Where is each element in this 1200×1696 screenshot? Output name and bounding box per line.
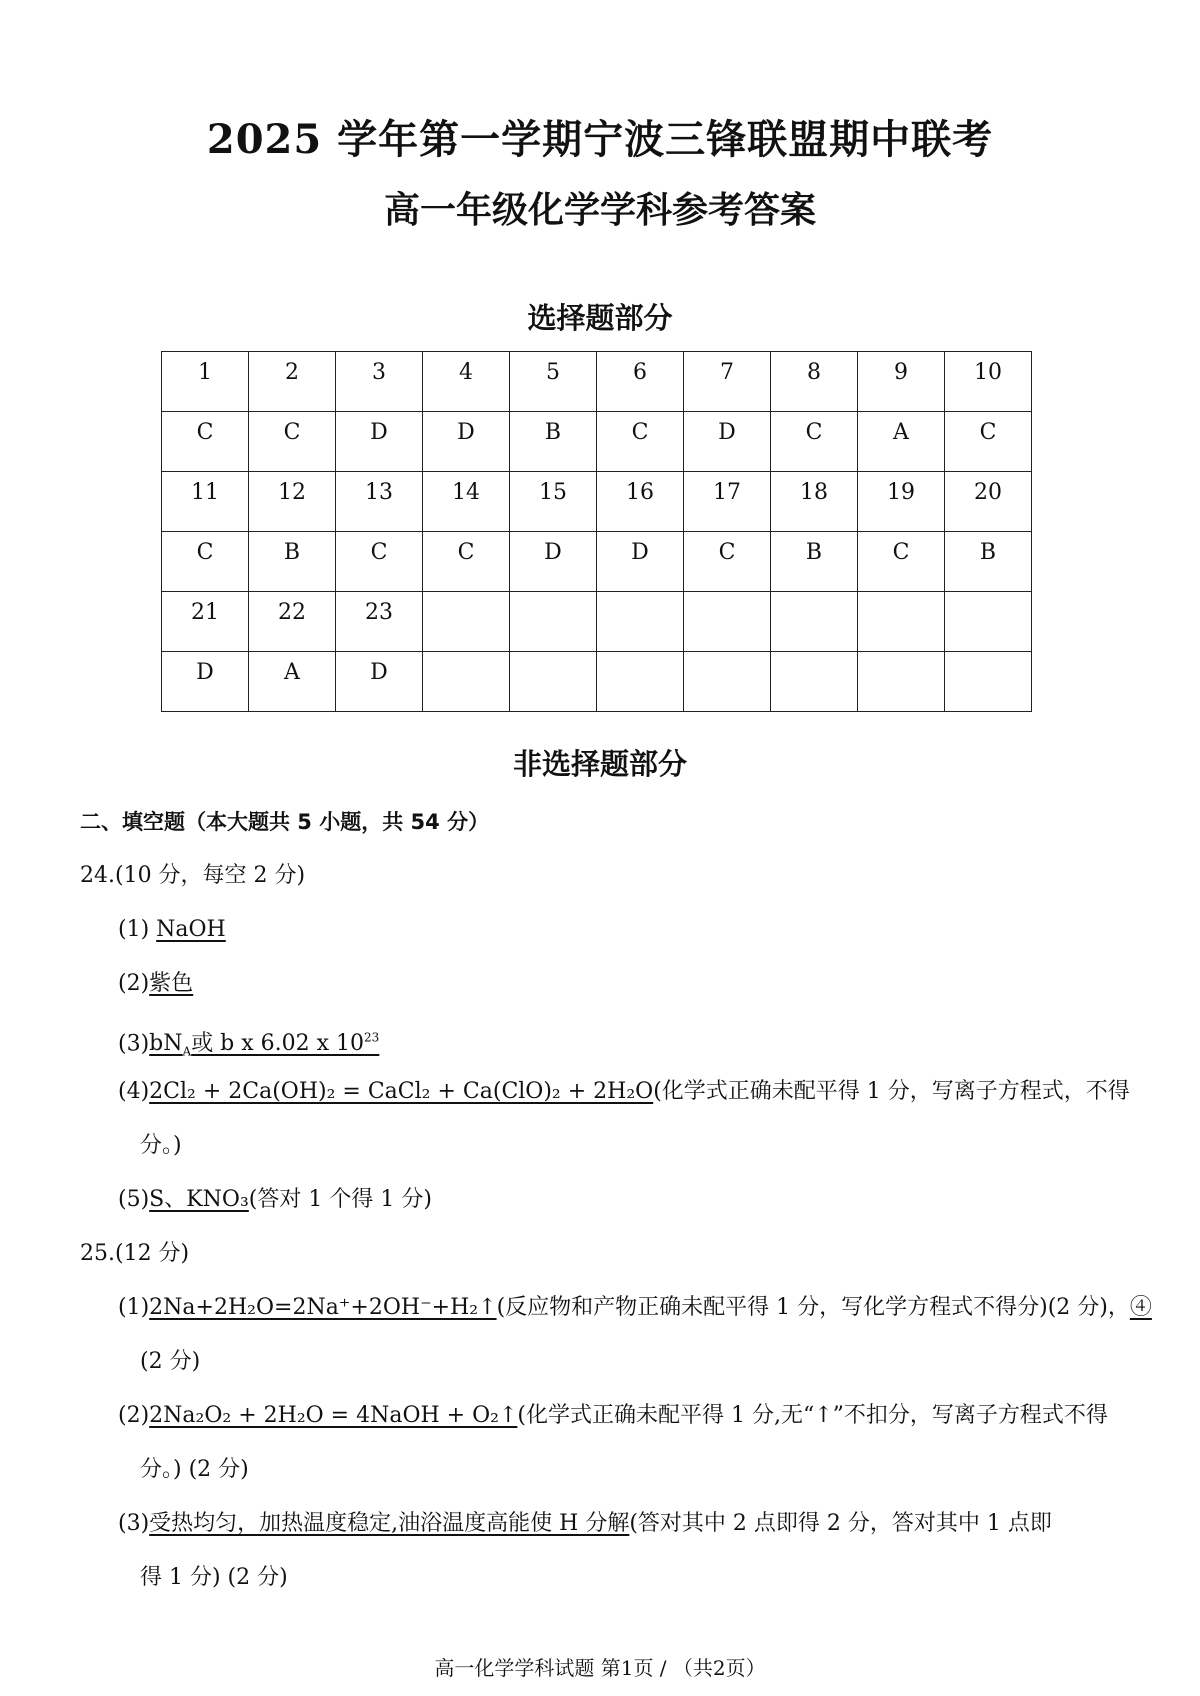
q25-answer-1-prefix: (1) xyxy=(118,1295,150,1320)
answer-cell xyxy=(945,652,1032,712)
q24-answer-5-prefix: (5) xyxy=(118,1187,150,1212)
question-number-cell: 23 xyxy=(336,592,423,652)
q24-answer-4-note: (化学式正确未配平得 1 分，写离子方程式，不得 xyxy=(653,1079,1130,1104)
answer-table-row xyxy=(162,592,1032,652)
q24-answer-3-na-sub: A xyxy=(182,1044,192,1059)
q24-answer-1 xyxy=(118,915,226,945)
q24-answer-3-alt: 或 b x 6.02 x 10 xyxy=(191,1031,365,1057)
answer-cell: D xyxy=(597,532,684,592)
question-number-cell: 22 xyxy=(249,592,336,652)
q25-answer-3 xyxy=(118,1509,1052,1539)
question-number-cell xyxy=(684,592,771,652)
question-number-cell xyxy=(510,592,597,652)
q25-head: 25.(12 分) xyxy=(80,1241,190,1266)
question-number-cell: 17 xyxy=(684,472,771,532)
q24-answer-3 xyxy=(118,1023,379,1067)
answer-table-row xyxy=(162,652,1032,712)
answer-cell: C xyxy=(249,412,336,472)
q24-answer-4-prefix: (4) xyxy=(118,1079,150,1104)
answer-table-row xyxy=(162,472,1032,532)
answer-cell: D xyxy=(336,412,423,472)
question-number-cell: 8 xyxy=(771,352,858,412)
question-number-cell: 3 xyxy=(336,352,423,412)
q24-answer-5-value: S、KNO₃ xyxy=(149,1187,249,1212)
q24-head: 24.(10 分，每空 2 分) xyxy=(80,863,306,888)
answer-cell: C xyxy=(336,532,423,592)
document-title: 2025 学年第一学期宁波三锋联盟期中联考 xyxy=(206,116,994,163)
q25-answer-2-equation: 2Na₂O₂ + 2H₂O = 4NaOH + O₂↑ xyxy=(149,1403,518,1428)
q24-answer-1-value: NaOH xyxy=(156,917,226,942)
question-number-cell: 9 xyxy=(858,352,945,412)
answer-cell xyxy=(684,652,771,712)
answer-cell: D xyxy=(336,652,423,712)
question-number-cell: 1 xyxy=(162,352,249,412)
q25-answer-1-equation: 2Na+2H₂O=2Na⁺+2OH⁻+H₂↑ xyxy=(149,1295,497,1320)
answer-cell: C xyxy=(684,532,771,592)
q25-answer-1-extra: ④ xyxy=(1129,1295,1152,1320)
question-number-cell: 11 xyxy=(162,472,249,532)
answer-cell xyxy=(858,652,945,712)
q25-answer-3-value: 受热均匀，加热温度稳定,油浴温度高能使 H 分解 xyxy=(149,1511,630,1536)
answer-cell xyxy=(423,652,510,712)
question-number-cell xyxy=(858,592,945,652)
answer-cell: C xyxy=(858,532,945,592)
document-subtitle: 高一年级化学学科参考答案 xyxy=(383,189,816,231)
answer-cell: C xyxy=(597,412,684,472)
answer-cell: B xyxy=(771,532,858,592)
q24-answer-5-note: (答对 1 个得 1 分) xyxy=(248,1187,432,1212)
q25-answer-3-note: (答对其中 2 点即得 2 分，答对其中 1 点即 xyxy=(629,1511,1052,1536)
q25-answer-2-note-cont: 分。) (2 分) xyxy=(140,1457,249,1482)
answer-table-row xyxy=(162,352,1032,412)
question-number-cell: 21 xyxy=(162,592,249,652)
question-number-cell: 10 xyxy=(945,352,1032,412)
question-number-cell: 5 xyxy=(510,352,597,412)
answer-cell: D xyxy=(162,652,249,712)
answer-cell: A xyxy=(249,652,336,712)
q24-answer-4-note-cont: 分。) xyxy=(140,1133,182,1158)
q24-answer-3-exp: 23 xyxy=(364,1031,380,1045)
q25-answer-2-note: (化学式正确未配平得 1 分,无“↑”不扣分，写离子方程式不得 xyxy=(517,1403,1108,1428)
nonchoice-section-heading: 非选择题部分 xyxy=(512,747,687,781)
answer-cell: D xyxy=(684,412,771,472)
answer-cell: C xyxy=(771,412,858,472)
q25-answer-1-note: (反应物和产物正确未配平得 1 分，写化学方程式不得分)(2 分)， xyxy=(496,1295,1130,1320)
answer-cell: B xyxy=(249,532,336,592)
q24-answer-2 xyxy=(118,969,193,999)
q25-answer-2-prefix: (2) xyxy=(118,1403,150,1428)
question-number-cell: 2 xyxy=(249,352,336,412)
question-number-cell: 7 xyxy=(684,352,771,412)
q24-answer-4-equation: 2Cl₂ + 2Ca(OH)₂ = CaCl₂ + Ca(ClO)₂ + 2H₂O xyxy=(149,1079,654,1104)
answer-cell: B xyxy=(510,412,597,472)
answer-cell: C xyxy=(423,532,510,592)
question-number-cell xyxy=(945,592,1032,652)
answer-cell: B xyxy=(945,532,1032,592)
question-number-cell: 4 xyxy=(423,352,510,412)
question-number-cell: 15 xyxy=(510,472,597,532)
q24-answer-2-value: 紫色 xyxy=(149,971,194,996)
answer-cell xyxy=(771,652,858,712)
question-number-cell: 13 xyxy=(336,472,423,532)
q24-answer-3-na: bN xyxy=(149,1031,183,1057)
q24-answer-5 xyxy=(118,1185,432,1215)
choice-section-heading: 选择题部分 xyxy=(527,301,673,335)
question-number-cell: 16 xyxy=(597,472,684,532)
question-number-cell xyxy=(771,592,858,652)
q24-answer-2-prefix: (2) xyxy=(118,971,150,996)
answer-cell: C xyxy=(945,412,1032,472)
q25-answer-3-note-cont: 得 1 分) (2 分) xyxy=(140,1565,288,1590)
question-number-cell xyxy=(597,592,684,652)
q24-answer-4 xyxy=(118,1077,1130,1107)
answer-cell xyxy=(510,652,597,712)
answer-cell: C xyxy=(162,412,249,472)
page-footer: 高一化学学科试题 第1页 / （共2页） xyxy=(434,1656,766,1680)
q25-answer-2 xyxy=(118,1401,1108,1431)
answer-cell: A xyxy=(858,412,945,472)
question-number-cell xyxy=(423,592,510,652)
q25-answer-1 xyxy=(118,1293,1152,1323)
question-number-cell: 19 xyxy=(858,472,945,532)
answer-cell: D xyxy=(510,532,597,592)
question-number-cell: 18 xyxy=(771,472,858,532)
q25-answer-1-score: (2 分) xyxy=(140,1349,201,1374)
question-number-cell: 6 xyxy=(597,352,684,412)
question-number-cell: 12 xyxy=(249,472,336,532)
answer-table xyxy=(161,351,1032,712)
question-number-cell: 14 xyxy=(423,472,510,532)
answer-cell xyxy=(597,652,684,712)
answer-table-row xyxy=(162,532,1032,592)
q25-answer-3-prefix: (3) xyxy=(118,1511,150,1536)
answer-cell: D xyxy=(423,412,510,472)
q24-answer-3-prefix: (3) xyxy=(118,1031,150,1057)
q24-answer-1-prefix: (1) xyxy=(118,917,157,942)
question-number-cell: 20 xyxy=(945,472,1032,532)
answer-table-row xyxy=(162,412,1032,472)
answer-cell: C xyxy=(162,532,249,592)
part-title: 二、填空题（本大题共 5 小题，共 54 分） xyxy=(80,810,490,834)
